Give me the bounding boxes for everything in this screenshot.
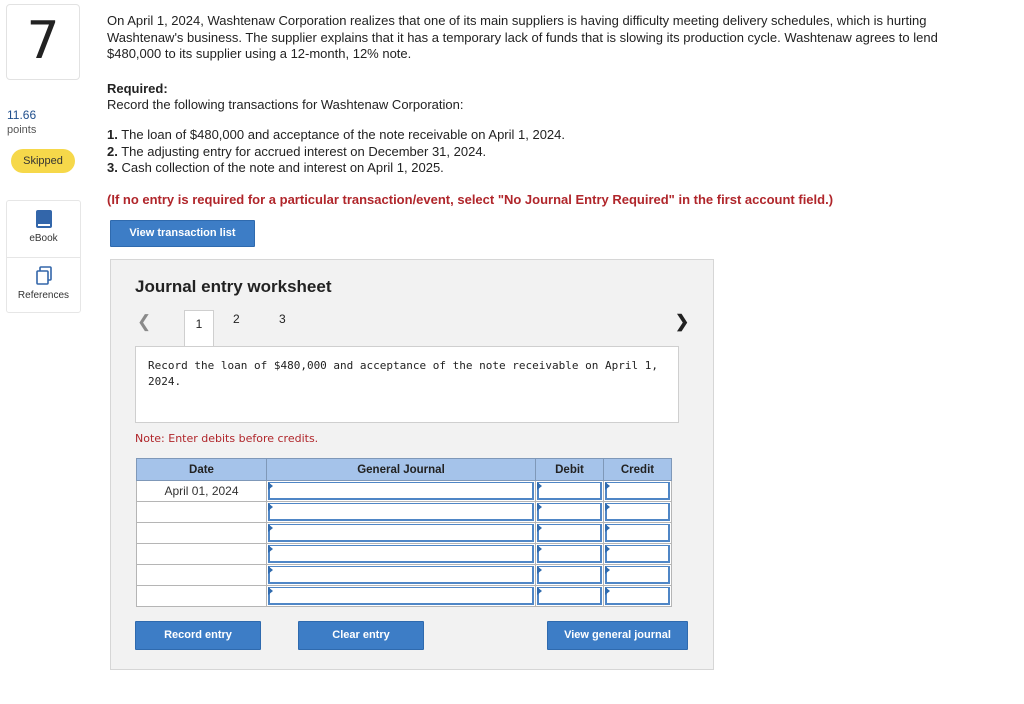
list-item: 3. Cash collection of the note and interest on April 1, 2025. — [107, 160, 444, 175]
credit-field[interactable] — [604, 586, 672, 607]
credit-field[interactable] — [604, 565, 672, 586]
table-row — [137, 565, 672, 586]
chevron-right-icon[interactable]: ❯ — [675, 312, 690, 331]
points-value: 11.66 — [7, 108, 37, 122]
question-text: On April 1, 2024, Washtenaw Corporation realizes that one of its main suppliers is having difficulty meeting delivery schedules, which is hurting Washtenaw's business. The supplier explains that it has a temporary lack of funds that is slowing its production cycle. Washtenaw agrees to lend $480,000 to its supplier using a 12-month, 12% note. — [107, 13, 938, 61]
date-cell — [137, 565, 267, 586]
account-field[interactable] — [267, 544, 536, 565]
copy-icon — [35, 266, 53, 286]
date-cell — [137, 544, 267, 565]
account-field[interactable] — [267, 481, 536, 502]
journal-table — [136, 458, 672, 607]
tab-1[interactable]: 1 — [184, 310, 214, 347]
date-cell — [137, 502, 267, 523]
journal-column-header: General Journal — [267, 459, 536, 481]
table-row — [137, 586, 672, 607]
credit-field[interactable] — [604, 544, 672, 565]
account-field[interactable] — [267, 502, 536, 523]
points-label: points — [7, 124, 37, 136]
credit-field[interactable] — [604, 523, 672, 544]
status-badge: Skipped — [11, 149, 75, 173]
table-row — [137, 502, 672, 523]
tab-2[interactable]: 2 — [233, 312, 240, 326]
credit-field[interactable] — [604, 481, 672, 502]
account-field[interactable] — [267, 523, 536, 544]
table-row — [137, 523, 672, 544]
entry-note: Note: Enter debits before credits. — [135, 432, 319, 445]
debit-field[interactable] — [536, 481, 604, 502]
debit-field[interactable] — [536, 523, 604, 544]
book-icon — [35, 209, 53, 229]
references-label: References — [17, 290, 70, 301]
worksheet-title: Journal entry worksheet — [135, 277, 332, 296]
credit-field[interactable] — [604, 502, 672, 523]
list-item: 2. The adjusting entry for accrued interest on December 31, 2024. — [107, 143, 487, 159]
tools-panel — [6, 200, 81, 313]
debit-field[interactable] — [536, 544, 604, 565]
clear-entry-button[interactable]: Clear entry — [298, 621, 424, 650]
ebook-button[interactable] — [7, 201, 80, 257]
references-button[interactable] — [7, 257, 80, 314]
credit-column-header: Credit — [604, 459, 672, 481]
list-item: 1. The loan of $480,000 and acceptance of the note receivable on April 1, 2024. — [107, 127, 566, 142]
ebook-label: eBook — [29, 233, 58, 244]
table-row — [137, 544, 672, 565]
chevron-left-icon[interactable]: ❮ — [137, 312, 152, 331]
required-text: Record the following transactions for Washtenaw Corporation: — [107, 97, 464, 112]
table-row — [137, 481, 672, 502]
debit-column-header: Debit — [536, 459, 604, 481]
question-number: 7 — [6, 4, 80, 80]
account-field[interactable] — [267, 586, 536, 607]
date-cell — [137, 523, 267, 544]
instruction-text: (If no entry is required for a particular transaction/event, select "No Journal Entry Required" in the first account field.) — [107, 192, 834, 207]
view-general-journal-button[interactable]: View general journal — [547, 621, 688, 650]
date-cell — [137, 586, 267, 607]
debit-field[interactable] — [536, 586, 604, 607]
date-cell: April 01, 2024 — [137, 481, 267, 502]
date-column-header: Date — [137, 459, 267, 481]
record-entry-button[interactable]: Record entry — [135, 621, 261, 650]
view-transaction-list-button[interactable]: View transaction list — [110, 220, 255, 247]
requirement-list — [107, 127, 565, 177]
required-heading: Required: — [107, 81, 168, 96]
journal-entry-worksheet — [110, 259, 714, 670]
table-header — [137, 459, 672, 481]
transaction-description: Record the loan of $480,000 and acceptance of the note receivable on April 1, 2024. — [135, 346, 679, 423]
debit-field[interactable] — [536, 502, 604, 523]
account-field[interactable] — [267, 565, 536, 586]
debit-field[interactable] — [536, 565, 604, 586]
tab-3[interactable]: 3 — [279, 312, 286, 326]
